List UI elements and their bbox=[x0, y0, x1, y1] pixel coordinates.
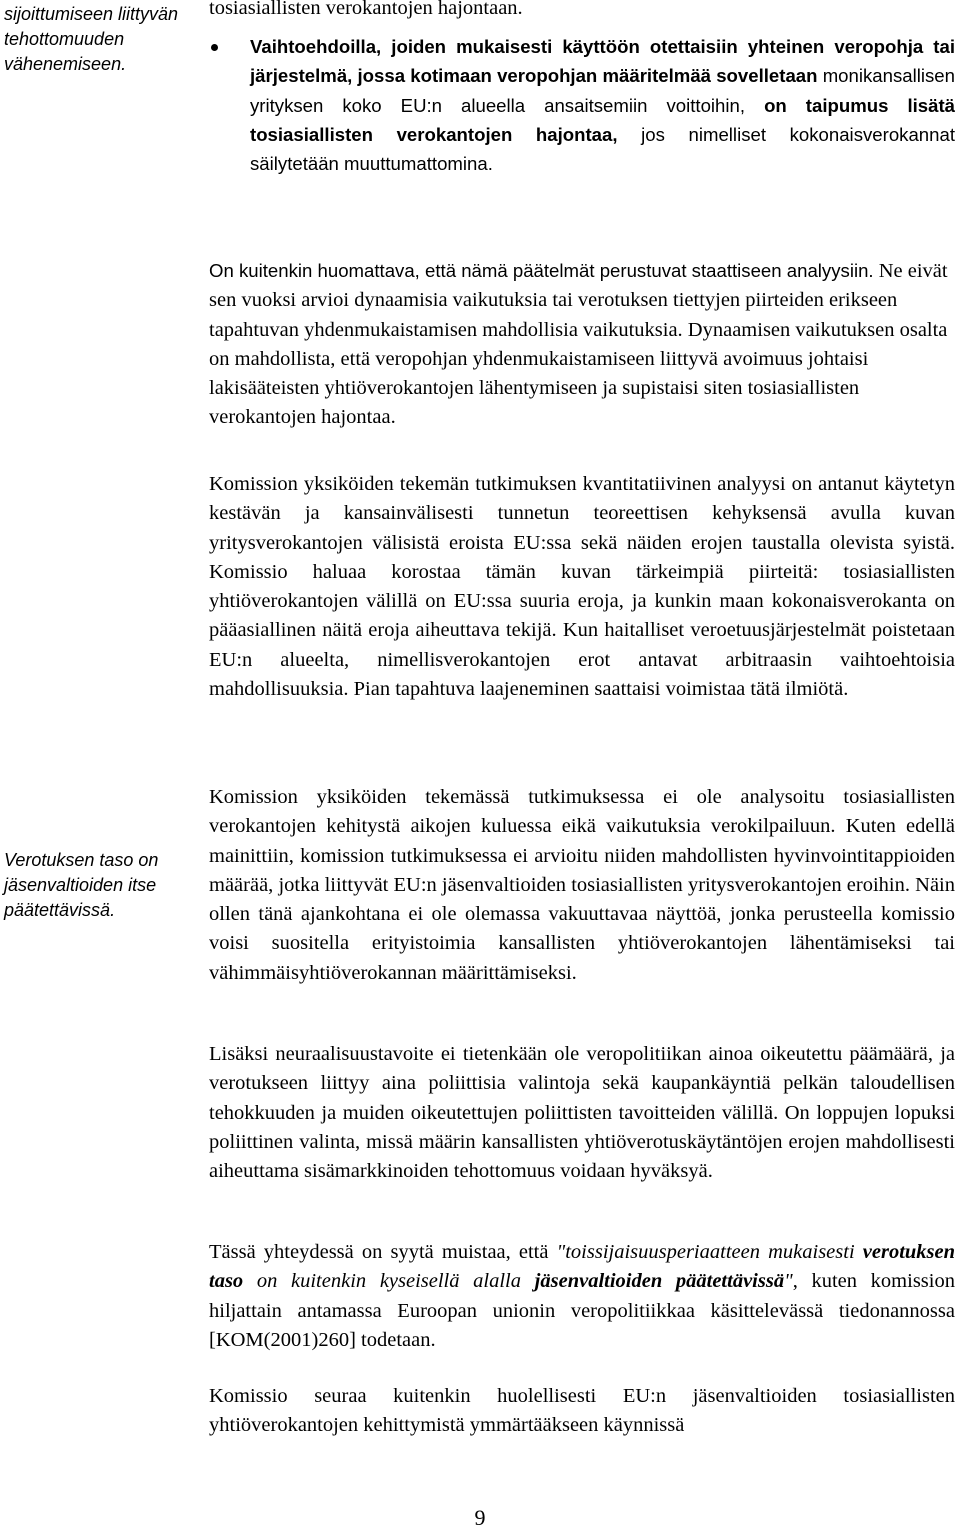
paragraph-monitoring: Komissio seuraa kuitenkin huolellisesti EU:n jäsenvaltioiden tosiasiallisten yhtiöverokantojen kehittymistä ymmärtääkseen käynnissä bbox=[209, 1385, 955, 1437]
bullet-bold-text-1: Vaihtoehdoilla, joiden mukaisesti käyttöön otettaisiin yhteinen veropohja tai järjestelmä, jossa kotimaan veropohjan määritelmää sovelletaan bbox=[250, 36, 955, 87]
subsidiarity-bold-italic-1: verotuksen taso bbox=[209, 1241, 956, 1293]
subsidiarity-italic-2: on kuitenkin kyseisellä alalla bbox=[243, 1270, 535, 1293]
bullet-text-2: jos nimelliset kokonaisverokannat säilytetään muuttumattomina. bbox=[250, 123, 955, 175]
subsidiarity-bold-italic-2: jäsenvaltioiden päätettävissä bbox=[534, 1270, 785, 1293]
paragraph-neutrality: Lisäksi neuraalisuustavoite ei tietenkään ole veropolitiikan ainoa oikeutettu päämäärä, ja verotukseen liittyy aina poliittisia valintoja sekä kaupankäyntiä pelkän taloudellisen tehokkuuden ja muiden oikeutettujen poliittisten tavoitteiden välillä. On loppujen lopuksi poliittinen valinta, missä määrin kansallisten yhtiöverotuskäytäntöjen erojen mahdollisesti aiheuttama sisämarkkinoiden tehottomuus voidaan hyväksyä. bbox=[209, 1043, 955, 1183]
margin-note-tax-level: Verotuksen taso on jäsenvaltioiden itse päätettävissä. bbox=[4, 850, 159, 920]
paragraph-quantitative-analysis: Komission yksiköiden tekemän tutkimuksen kvantitatiivinen analyysi on antanut käytetyn kestävän ja kansainvälisesti tunnetun teoreettisen kehyksensä avulla kuvan yritysverokantojen välisistä eroista EU:ssa sekä näiden erojen taustalla olevista syistä. Komissio haluaa korostaa tämän kuvan tärkeimpiä piirteitä: tosiasiallisten yhtiöverokantojen välillä on EU:ssa suuria eroja, ja kunkin maan kokonaisverokanta on pääasiallinen näitä eroja aiheuttava tekijä. Kun haitalliset veroetuusjärjestelmät poistetaan EU:n alueelta, nimellisverokantojen erot antavat arbitraasin vaihtoehtoisia mahdollisuuksia. Pian tapahtuva laajeneminen saattaisi voimistaa tätä ilmiötä. bbox=[209, 473, 955, 701]
paragraph-subsidiarity bbox=[209, 1238, 955, 1355]
subsidiarity-text-1: Tässä yhteydessä on syytä muistaa, että bbox=[209, 1241, 557, 1263]
paragraph-static-analysis-serif: Ne eivät sen vuoksi arvioi dynaamisia vaikutuksia tai verotuksen tiettyjen piirteiden erikseen tapahtuvan yhdenmukaistamisen mahdollisia vaikutuksia. Dynaamisen vaikutuksen osalta on mahdollista, että veropohjan yhdenmukaistamiseen liittyvä avoimuus johtaisi lakisääteisten yhtiöverokantojen lähentymiseen ja supistaisi siten tosiasiallisten verokantojen hajontaa. bbox=[209, 260, 948, 429]
subsidiarity-italic-3: " bbox=[784, 1270, 793, 1293]
page-number: 9 bbox=[474, 1505, 486, 1530]
paragraph-continuation: tosiasiallisten verokantojen hajontaan. bbox=[209, 0, 523, 19]
paragraph-static-analysis bbox=[209, 256, 955, 433]
margin-note-efficiency: sijoittumiseen liittyvän tehottomuuden vähenemiseen. bbox=[4, 4, 179, 74]
subsidiarity-italic-1: "toissijaisuusperiaatteen mukaisesti bbox=[556, 1241, 863, 1263]
subsidiarity-text-2: , kuten komission hiljattain antamassa Euroopan unionin veropolitiikkaa käsittelevässä tiedonannossa [KOM(2001)260] todetaan. bbox=[209, 1270, 955, 1351]
bullet-paragraph bbox=[250, 32, 955, 178]
paragraph-static-analysis-sans: On kuitenkin huomattava, että nämä päätelmät perustuvat staattiseen analyysiin. bbox=[209, 260, 874, 281]
bullet-bold-text-2: on taipumus lisätä tosiasiallisten verokantojen hajontaa, bbox=[250, 94, 955, 145]
bullet-text-1: monikansallisen yrityksen koko EU:n alueella ansaitsemiin voittoihin, bbox=[250, 65, 955, 116]
paragraph-study-scope: Komission yksiköiden tekemässä tutkimuksessa ei ole analysoitu tosiasiallisten verokantojen kehitystä aikojen kuluessa eikä vaikutuksia verokilpailuun. Kuten edellä mainittiin, komission tutkimuksessa ei arvioitu niiden mahdollisten hyvinvointitappioiden määrää, jotka liittyvät EU:n jäsenvaltioiden tosiasiallisten yritysverokantojen eroihin. Näin ollen tänä ajankohtana ei ole olemassa vakuuttavaa näyttöä, jonka perusteella komissio voisi suositella erityistoimia kansallisten yhtiöverokantojen lähentämiseksi tai vähimmäisyhtiöverokannan määrittämiseksi. bbox=[209, 786, 955, 984]
bullet-icon bbox=[211, 44, 218, 51]
